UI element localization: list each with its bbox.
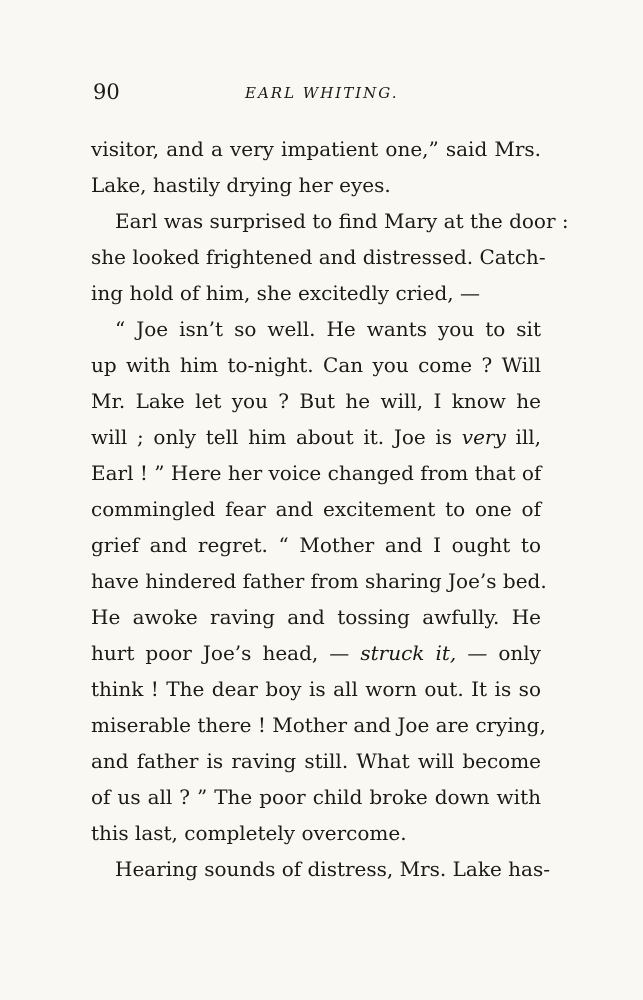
- text-segment: — only: [456, 641, 541, 665]
- paragraph-start-line: Earl was surprised to find Mary at the door :: [115, 209, 569, 233]
- text-line: Earl ! ” Here her voice changed from that of: [91, 461, 542, 485]
- running-title: EARL WHITING.: [245, 84, 399, 102]
- text-line: this last, completely overcome.: [91, 821, 407, 845]
- text-segment: ill,: [505, 425, 541, 449]
- text-line: commingled fear and excitement to one of: [91, 497, 541, 521]
- text-segment: hurt poor Joe’s head, —: [91, 641, 361, 665]
- paragraph-start-line: “ Joe isn’t so well. He wants you to sit: [115, 317, 541, 341]
- text-line: grief and regret. “ Mother and I ought to: [91, 533, 541, 557]
- text-segment: will ; only tell him about it. Joe is: [91, 425, 462, 449]
- paragraph-start-line: Hearing sounds of distress, Mrs. Lake has-: [115, 857, 550, 881]
- text-line: she looked frightened and distressed. Catch-: [91, 245, 546, 269]
- page-number: 90: [93, 80, 120, 104]
- text-line: Mr. Lake let you ? But he will, I know he: [91, 389, 541, 413]
- text-line: visitor, and a very impatient one,” said Mrs.: [91, 137, 541, 161]
- text-line: Lake, hastily drying her eyes.: [91, 173, 391, 197]
- running-head: [93, 80, 543, 106]
- emphasized-phrase: struck it,: [360, 641, 457, 665]
- text-line-with-emphasis: [91, 419, 541, 455]
- text-line: up with him to-night. Can you come ? Will: [91, 353, 541, 377]
- emphasized-word: very: [461, 425, 506, 449]
- body-text: [91, 131, 569, 887]
- text-line: think ! The dear boy is all worn out. It is so: [91, 677, 541, 701]
- text-line: and father is raving still. What will become: [91, 749, 541, 773]
- text-line-with-emphasis: [91, 635, 541, 671]
- text-line: have hindered father from sharing Joe’s bed.: [91, 569, 547, 593]
- text-line: miserable there ! Mother and Joe are crying,: [91, 713, 546, 737]
- text-line: ing hold of him, she excitedly cried, —: [91, 281, 480, 305]
- text-line: of us all ? ” The poor child broke down with: [91, 785, 541, 809]
- text-line: He awoke raving and tossing awfully. He: [91, 605, 541, 629]
